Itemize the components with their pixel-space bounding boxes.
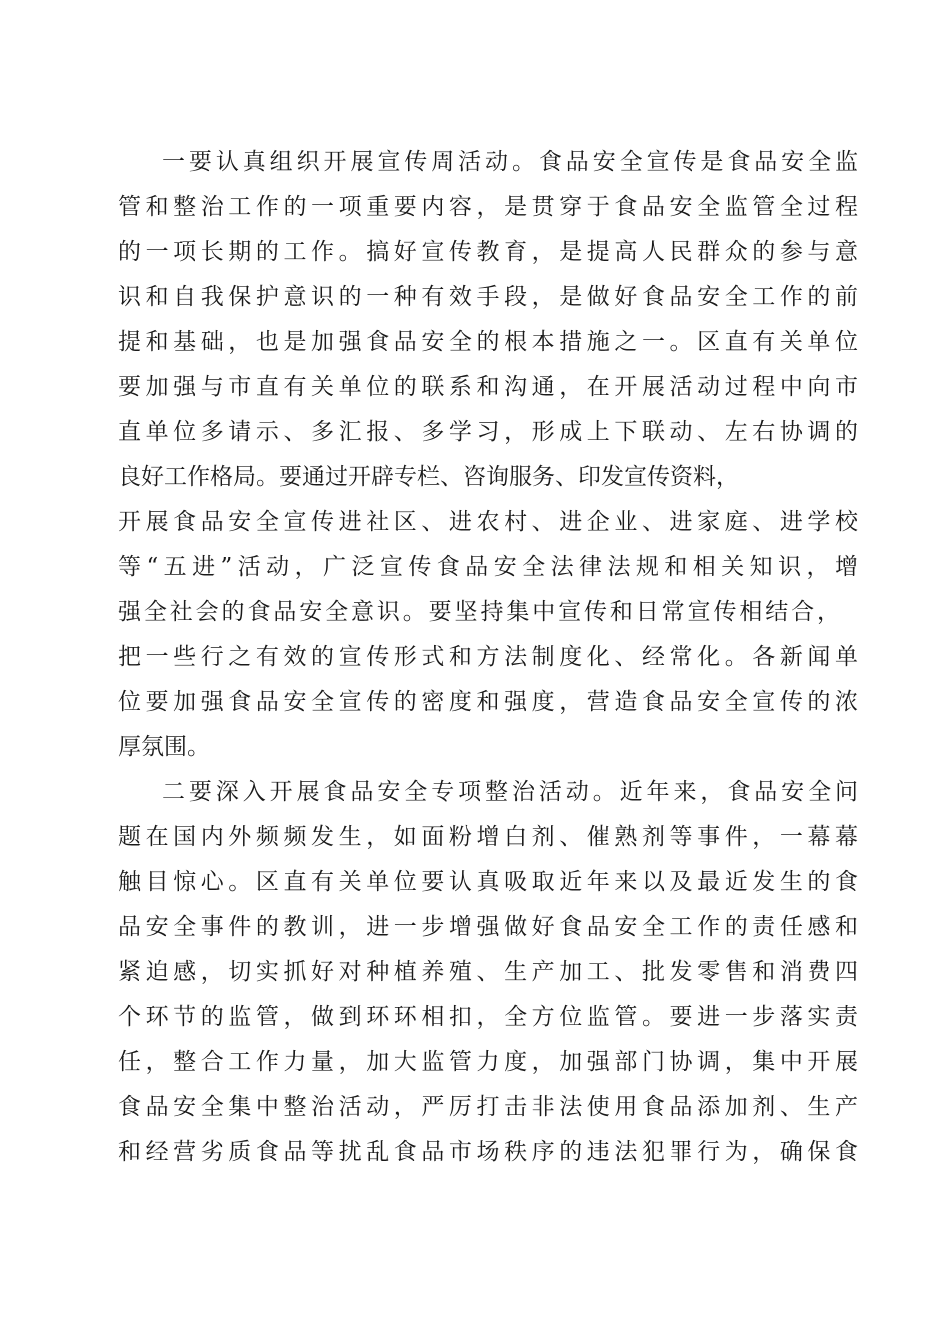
paragraph-1-line-6: 要加强与市直有关单位的联系和沟通，在开展活动过程中向市 [118,374,858,400]
paragraph-1-line-14: 厚氛围。 [118,734,210,760]
paragraph-2-line-5: 紧迫感，切实抓好对种植养殖、生产加工、批发零售和消费四 [118,959,858,985]
paragraph-2-line-9: 和经营劣质食品等扰乱食品市场秩序的违法犯罪行为，确保食 [118,1139,858,1165]
paragraph-2-line-3: 触目惊心。区直有关单位要认真吸取近年来以及最近发生的食 [118,869,858,895]
paragraph-2-line-8: 食品安全集中整治活动，严厉打击非法使用食品添加剂、生产 [118,1094,858,1120]
paragraph-2-line-1: 二要深入开展食品安全专项整治活动。近年来，食品安全问 [162,779,858,805]
paragraph-1-line-11: 强全社会的食品安全意识。要坚持集中宣传和日常宣传相结合， [118,599,840,625]
paragraph-1-line-2: 管和整治工作的一项重要内容，是贯穿于食品安全监管全过程 [118,194,858,220]
paragraph-1-line-3: 的一项长期的工作。搞好宣传教育，是提高人民群众的参与意 [118,239,858,265]
paragraph-1-line-12: 把一些行之有效的宣传形式和方法制度化、经常化。各新闻单 [118,644,858,670]
paragraph-2-line-2: 题在国内外频频发生，如面粉增白剂、催熟剂等事件，一幕幕 [118,824,858,850]
paragraph-2-line-6: 个环节的监管，做到环环相扣，全方位监管。要进一步落实责 [118,1004,858,1030]
paragraph-1-line-5: 提和基础，也是加强食品安全的根本措施之一。区直有关单位 [118,329,858,355]
paragraph-1-line-10: 等“五进”活动，广泛宣传食品安全法律法规和相关知识，增 [118,554,858,580]
paragraph-1-line-13: 位要加强食品安全宣传的密度和强度，营造食品安全宣传的浓 [118,689,858,715]
paragraph-1-line-7: 直单位多请示、多汇报、多学习，形成上下联动、左右协调的 [118,419,858,445]
paragraph-1-line-1: 一要认真组织开展宣传周活动。食品安全宣传是食品安全监 [162,149,858,175]
paragraph-1-line-4: 识和自我保护意识的一种有效手段，是做好食品安全工作的前 [118,284,858,310]
paragraph-2-line-7: 任，整合工作力量，加大监管力度，加强部门协调，集中开展 [118,1049,858,1075]
paragraph-1-line-8: 良好工作格局。要通过开辟专栏、咨询服务、印发宣传资料， [118,464,739,490]
paragraph-2-line-4: 品安全事件的教训，进一步增强做好食品安全工作的责任感和 [118,914,858,940]
paragraph-1-line-9: 开展食品安全宣传进社区、进农村、进企业、进家庭、进学校 [118,509,858,535]
